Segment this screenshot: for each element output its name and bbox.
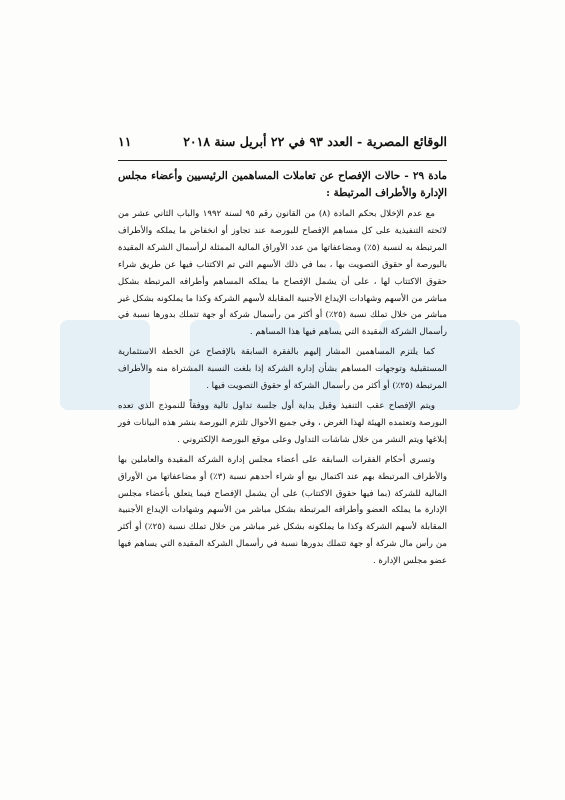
running-title: الوقائع المصرية - العدد ٩٣ في ٢٢ أبريل سنة ٢٠١٨ (183, 133, 447, 149)
paragraph: ويتم الإفصاح عقب التنفيذ وقبل بداية أول جلسة تداول تالية ووفقاً للنموذج الذي تعده البورصة وتعتمده الهيئة لهذا الغرض ، وفي جميع الأحوال تلتزم البورصة بنشر هذه البيانات فور إبلاغها ويتم النشر من خلال شاشات التداول وعلى موقع البورصة الإلكتروني . (118, 400, 447, 445)
paragraph: كما يلتزم المساهمين المشار إليهم بالفقرة السابقة بالإفصاح عن الخطة الاستثمارية المستقبلية وتوجهات المساهم بشأن إدارة الشركة إذا بلغت النسبة المشتراة منه والأطراف المرتبطة (٢٥٪) أو أكثر من رأسمال الشركة أو حقوق التصويت فيها . (118, 347, 447, 392)
paragraph: مع عدم الإخلال بحكم المادة (٨) من القانون رقم ٩٥ لسنة ١٩٩٢ والباب الثاني عشر من لائحته التنفيذية على كل مساهم الإفصاح للبورصة عند تجاوز أو انخفاض ما يملكه والأطراف المرتبطة به لنسبة (٥٪) ومضاعفاتها من عدد الأوراق المالية الممثلة لرأسمال الشركة المقيدة بالبورصة أو حقوق التصويت بها ، بما في ذلك الأسهم التي تم الاكتتاب فيها عن طريق شراء حقوق الاكتتاب لها ، على أن يشمل الإفصاح ما يملكه المساهم وأطرافه المرتبطة بشكل مباشر من الأسهم وشهادات الإيداع الأجنبية المقابلة لأسهم الشركة وكذا ما يملكونه بشكل غير مباشر من خلال تملك نسبة (٢٥٪) أو أكثر من رأسمال شركة أو جهة تتملك بدورها نسبة في رأسمال الشركة المقيدة التي يساهم فيها هذا المساهم . (118, 209, 448, 338)
page-number: ١١ (118, 133, 132, 149)
article-body (118, 168, 447, 573)
header-rule (118, 160, 447, 161)
article-title: مادة ٢٩ - حالات الإفصاح عن تعاملات المساهمين الرئيسيين وأعضاء مجلس الإدارة والأطراف المرتبطة : (118, 170, 447, 199)
paragraph: وتسري أحكام الفقرات السابقة على أعضاء مجلس إدارة الشركة المقيدة والعاملين بها والأطراف المرتبطة بهم عند اكتمال بيع أو شراء أحدهم نسبة (٣٪) أو مضاعفاتها من الأوراق المالية للشركة (بما فيها حقوق الاكتتاب) على أن يشمل الإفصاح فيما يتعلق بأعضاء مجلس الإدارة ما يملكه العضو وأطرافه المرتبطة بشكل مباشر من الأسهم وشهادات الإيداع الأجنبية المقابلة لأسهم الشركة وكذا ما يملكونه بشكل غير مباشر من خلال تملك نسبة (٢٥٪) أو أكثر من رأس مال شركة أو جهة تتملك بدورها نسبة في رأسمال الشركة المقيدة التي يساهم فيها عضو مجلس الإدارة . (118, 454, 447, 567)
running-header (118, 130, 447, 152)
